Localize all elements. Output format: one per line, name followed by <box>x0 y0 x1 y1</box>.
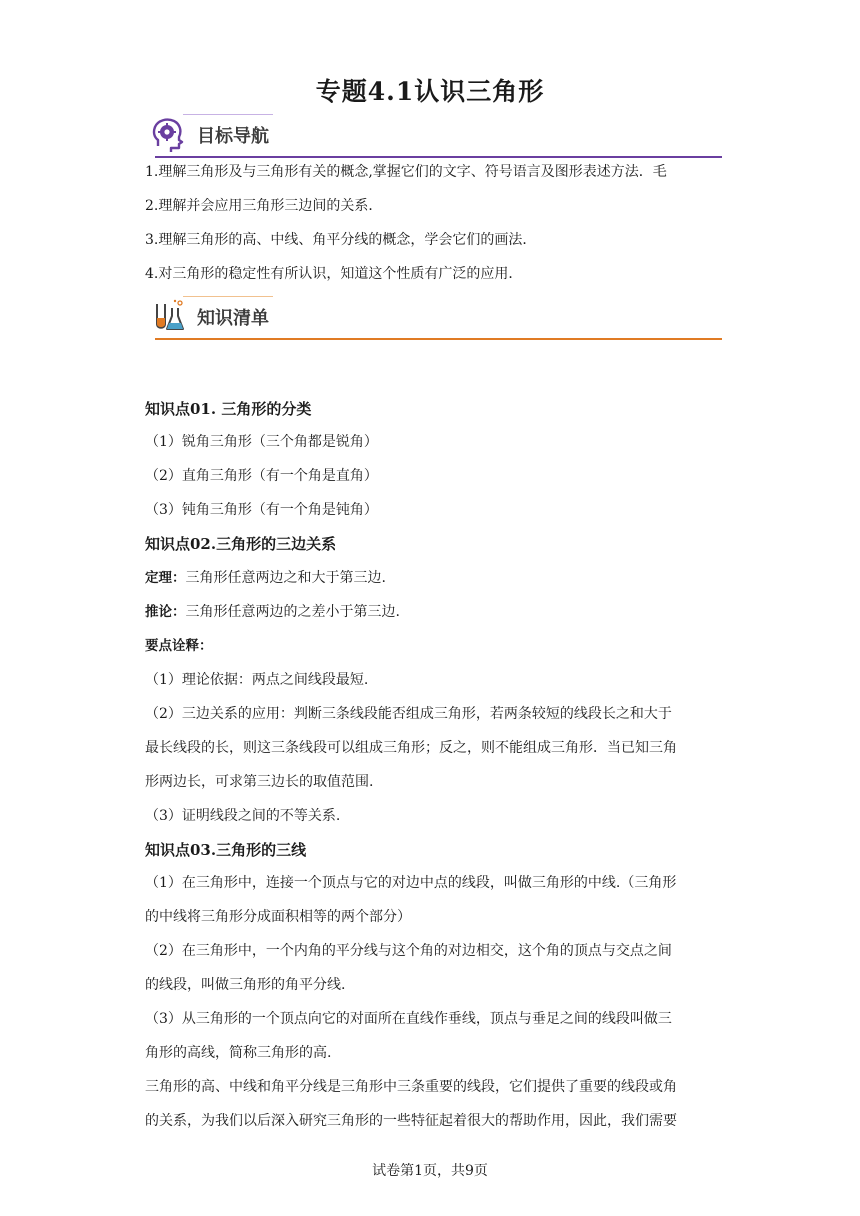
kp3-line: 角形的高线，简称三角形的高. <box>145 1045 332 1061</box>
kp2-heading: 知识点02.三角形的三边关系 <box>145 535 337 553</box>
knowledge-banner-rule <box>155 338 722 340</box>
banner-top-line <box>183 296 273 297</box>
kp2-notes-label: 要点诠释： <box>145 638 213 654</box>
goal-banner-rule <box>155 156 722 158</box>
page-title: 专题4.1认识三角形 <box>315 77 545 106</box>
kp2-note: （3）证明线段之间的不等关系. <box>145 808 341 824</box>
knowledge-banner-label: 知识清单 <box>197 308 269 329</box>
corollary-text: 三角形任意两边的之差小于第三边. <box>185 604 400 620</box>
kp3-line: 的中线将三角形分成面积相等的两个部分） <box>145 909 411 925</box>
goal-banner <box>145 112 722 158</box>
kp3-line: （3）从三角形的一个顶点向它的对面所在直线作垂线，顶点与垂足之间的线段叫做三 <box>145 1011 672 1027</box>
kp2-note: （1）理论依据：两点之间线段最短. <box>145 672 369 688</box>
goal-banner-label: 目标导航 <box>197 126 269 147</box>
knowledge-banner <box>145 294 722 340</box>
banner-top-line <box>183 114 273 115</box>
kp3-line: 的线段，叫做三角形的角平分线. <box>145 977 346 993</box>
goal-item: 1.理解三角形及与三角形有关的概念,掌握它们的文字、符号语言及图形表述方法．毛 <box>145 164 667 180</box>
corollary-label: 推论： <box>145 604 186 620</box>
kp1-heading: 知识点01. 三角形的分类 <box>145 400 312 418</box>
lab-flask-icon <box>151 298 185 334</box>
kp1-item: （1）锐角三角形（三个角都是锐角） <box>145 434 378 450</box>
goal-item: 3.理解三角形的高、中线、角平分线的概念，学会它们的画法． <box>145 232 537 248</box>
brain-head-icon <box>151 116 185 152</box>
kp2-corollary <box>145 602 725 622</box>
kp2-theorem <box>145 568 725 588</box>
theorem-text: 三角形任意两边之和大于第三边. <box>185 570 386 586</box>
kp2-note: 形两边长，可求第三边长的取值范围. <box>145 774 374 790</box>
goal-item: 2.理解并会应用三角形三边间的关系． <box>145 198 383 214</box>
kp3-line: （2）在三角形中，一个内角的平分线与这个角的对边相交，这个角的顶点与交点之间 <box>145 943 672 959</box>
kp3-heading: 知识点03.三角形的三线 <box>145 841 307 859</box>
kp3-line: （1）在三角形中，连接一个顶点与它的对边中点的线段，叫做三角形的中线.（三角形 <box>145 875 677 891</box>
kp1-item: （3）钝角三角形（有一个角是钝角） <box>145 502 378 518</box>
kp2-note: 最长线段的长，则这三条线段可以组成三角形；反之，则不能组成三角形．当已知三角 <box>145 740 677 756</box>
page-footer: 试卷第1页，共9页 <box>372 1163 488 1179</box>
kp2-note: （2）三边关系的应用：判断三条线段能否组成三角形，若两条较短的线段长之和大于 <box>145 706 672 722</box>
kp3-line: 的关系，为我们以后深入研究三角形的一些特征起着很大的帮助作用，因此，我们需要 <box>145 1113 677 1129</box>
theorem-label: 定理： <box>145 570 186 586</box>
goal-item: 4.对三角形的稳定性有所认识，知道这个性质有广泛的应用． <box>145 266 523 282</box>
kp1-item: （2）直角三角形（有一个角是直角） <box>145 468 378 484</box>
kp3-line: 三角形的高、中线和角平分线是三角形中三条重要的线段，它们提供了重要的线段或角 <box>145 1079 677 1095</box>
